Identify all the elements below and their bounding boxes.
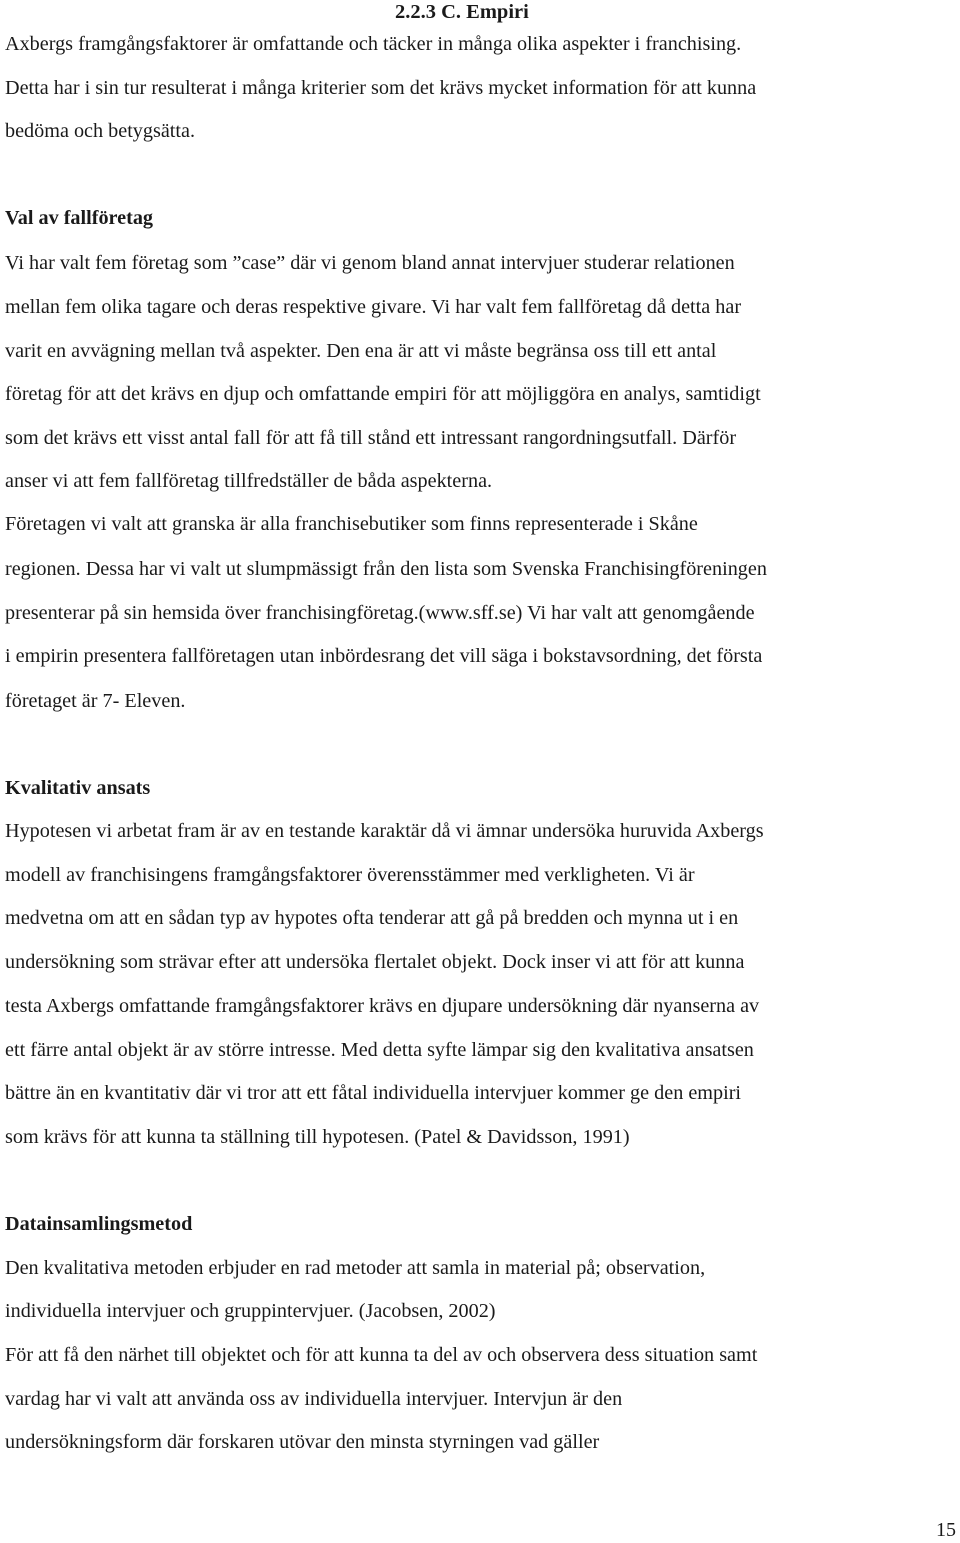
paragraph-line: undersökningsform där forskaren utövar den minsta styrningen vad gäller [5, 1431, 600, 1453]
heading-datainsamlingsmetod: Datainsamlingsmetod [5, 1213, 193, 1235]
paragraph-line: Företagen vi valt att granska är alla franchisebutiker som finns representerade i Skåne [5, 513, 698, 535]
paragraph-line: som det krävs ett visst antal fall för att få till stånd ett intressant rangordningsutfall. Därför [5, 427, 737, 449]
paragraph-line: vardag har vi valt att använda oss av individuella intervjuer. Intervjun är den [5, 1388, 623, 1410]
paragraph-line: modell av franchisingens framgångsfaktorer överensstämmer med verkligheten. Vi är [5, 864, 695, 886]
page-number: 15 [936, 1519, 956, 1541]
intro-line-1: Axbergs framgångsfaktorer är omfattande och täcker in många olika aspekter i franchising. [5, 33, 742, 55]
paragraph-line: testa Axbergs omfattande framgångsfaktorer krävs en djupare undersökning där nyanserna av [5, 995, 760, 1017]
heading-kvalitativ-ansats: Kvalitativ ansats [5, 777, 151, 799]
paragraph-line: varit en avvägning mellan två aspekter. Den ena är att vi måste begränsa oss till ett antal [5, 340, 717, 362]
paragraph-line: Vi har valt fem företag som ”case” där vi genom bland annat intervjuer studerar relationen [5, 252, 735, 274]
paragraph-line: medvetna om att en sådan typ av hypotes ofta tenderar att gå på bredden och mynna ut i en [5, 907, 739, 929]
paragraph-line: Den kvalitativa metoden erbjuder en rad metoder att samla in material på; observation, [5, 1257, 706, 1279]
paragraph-line: företag för att det krävs en djup och omfattande empiri för att möjliggöra en analys, samtidigt [5, 383, 761, 405]
paragraph-line: presenterar på sin hemsida över franchisingföretag.(www.sff.se) Vi har valt att genomgående [5, 602, 755, 624]
intro-line-3: bedöma och betygsätta. [5, 120, 196, 142]
paragraph-line: ett färre antal objekt är av större intresse. Med detta syfte lämpar sig den kvalitativa ansatsen [5, 1039, 754, 1061]
paragraph-line: individuella intervjuer och gruppintervjuer. (Jacobsen, 2002) [5, 1300, 496, 1322]
paragraph-line: som krävs för att kunna ta ställning till hypotesen. (Patel & Davidsson, 1991) [5, 1126, 630, 1148]
paragraph-line: företaget är 7- Eleven. [5, 690, 186, 712]
paragraph-line: i empirin presentera fallföretagen utan inbördesrang det vill säga i bokstavsordning, det första [5, 645, 763, 667]
paragraph-line: Hypotesen vi arbetat fram är av en testande karaktär då vi ämnar undersöka huruvida Axbergs [5, 820, 764, 842]
paragraph-line: bättre än en kvantitativ där vi tror att ett fåtal individuella intervjuer kommer ge den empiri [5, 1082, 742, 1104]
paragraph-line: mellan fem olika tagare och deras respektive givare. Vi har valt fem fallföretag då detta har [5, 296, 742, 318]
paragraph-line: För att få den närhet till objektet och för att kunna ta del av och observera dess situation samt [5, 1344, 758, 1366]
heading-val-av-fallforetag: Val av fallföretag [5, 207, 154, 229]
section-title: 2.2.3 C. Empiri [395, 1, 529, 23]
paragraph-line: undersökning som strävar efter att undersöka flertalet objekt. Dock inser vi att för att kunna [5, 951, 745, 973]
paragraph-line: regionen. Dessa har vi valt ut slumpmässigt från den lista som Svenska Franchisingföreningen [5, 558, 767, 580]
paragraph-line: anser vi att fem fallföretag tillfredställer de båda aspekterna. [5, 470, 493, 492]
intro-line-2: Detta har i sin tur resulterat i många kriterier som det krävs mycket information för att kunna [5, 77, 757, 99]
